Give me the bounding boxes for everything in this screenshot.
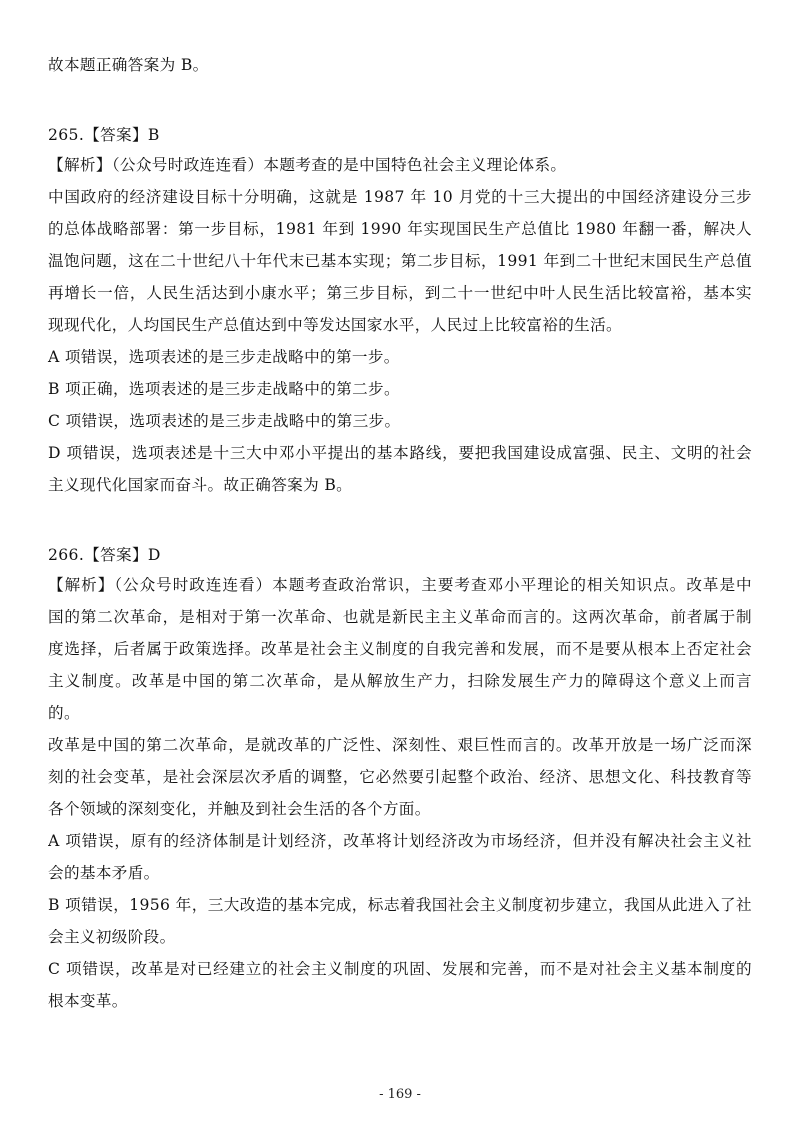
- intro-conclusion: 故本题正确答案为 B。: [48, 56, 209, 74]
- q265-line-3: 的总体战略部署：第一步目标，1981 年到 1990 年实现国民生产总值比 1980 年翻一番，解决人: [48, 220, 752, 238]
- q265-line-4: 温饱问题，这在二十世纪八十年代末已基本实现；第二步目标，1991 年到二十世纪末国民生产总值: [48, 252, 752, 270]
- q266-line-1: 【解析】（公众号时政连连看）本题考查政治常识，主要考查邓小平理论的相关知识点。改革是中: [48, 576, 752, 594]
- q266-line-4: 主义制度。改革是中国的第二次革命，是从解放生产力，扫除发展生产力的障碍这个意义上而言: [48, 672, 752, 690]
- q266-line-3: 度选择，后者属于政策选择。改革是社会主义制度的自我完善和发展，而不是要从根本上否定社会: [48, 640, 752, 658]
- q266-option-a: A 项错误，原有的经济体制是计划经济，改革将计划经济改为市场经济，但并没有解决社会主义社: [48, 832, 752, 850]
- q266-line-2: 国的第二次革命，是相对于第一次革命、也就是新民主主义革命而言的。这两次革命，前者属于制: [48, 608, 752, 626]
- q266-line-7: 刻的社会变革，是社会深层次矛盾的调整，它必然要引起整个政治、经济、思想文化、科技教育等: [48, 768, 752, 786]
- page-number: - 169 -: [379, 1087, 421, 1102]
- q265-option-c: C 项错误，选项表述的是三步走战略中的第三步。: [48, 412, 401, 430]
- q265-option-b: B 项正确，选项表述的是三步走战略中的第二步。: [48, 380, 400, 398]
- q265-answer-header: 265.【答案】B: [48, 126, 160, 144]
- q266-option-b-cont: 会主义初级阶段。: [48, 928, 176, 946]
- q266-line-5: 的。: [48, 704, 80, 722]
- q265-line-5: 再增长一倍，人民生活达到小康水平；第三步目标，到二十一世纪中叶人民生活比较富裕，基本实: [48, 284, 752, 302]
- q266-answer-header: 266.【答案】D: [48, 546, 161, 564]
- q266-line-6: 改革是中国的第二次革命，是就改革的广泛性、深刻性、艰巨性而言的。改革开放是一场广泛而深: [48, 736, 752, 754]
- q265-line-1: 【解析】（公众号时政连连看）本题考查的是中国特色社会主义理论体系。: [48, 156, 567, 174]
- q266-option-c: C 项错误，改革是对已经建立的社会主义制度的巩固、发展和完善，而不是对社会主义基本制度的: [48, 960, 752, 978]
- q265-option-d: D 项错误，选项表述是十三大中邓小平提出的基本路线，要把我国建设成富强、民主、文明的社会: [48, 444, 752, 462]
- q266-option-c-cont: 根本变革。: [48, 992, 128, 1010]
- q265-conclusion: 主义现代化国家而奋斗。故正确答案为 B。: [48, 476, 353, 494]
- q266-line-8: 各个领域的深刻变化，并触及到社会生活的各个方面。: [48, 800, 431, 818]
- q265-line-6: 现现代化，人均国民生产总值达到中等发达国家水平，人民过上比较富裕的生活。: [48, 316, 622, 334]
- q266-option-a-cont: 会的基本矛盾。: [48, 864, 160, 882]
- q265-line-2: 中国政府的经济建设目标十分明确，这就是 1987 年 10 月党的十三大提出的中国经济建设分三步: [48, 188, 752, 206]
- q265-option-a: A 项错误，选项表述的是三步走战略中的第一步。: [48, 348, 400, 366]
- q266-option-b: B 项错误，1956 年，三大改造的基本完成，标志着我国社会主义制度初步建立，我国从此进入了社: [48, 896, 752, 914]
